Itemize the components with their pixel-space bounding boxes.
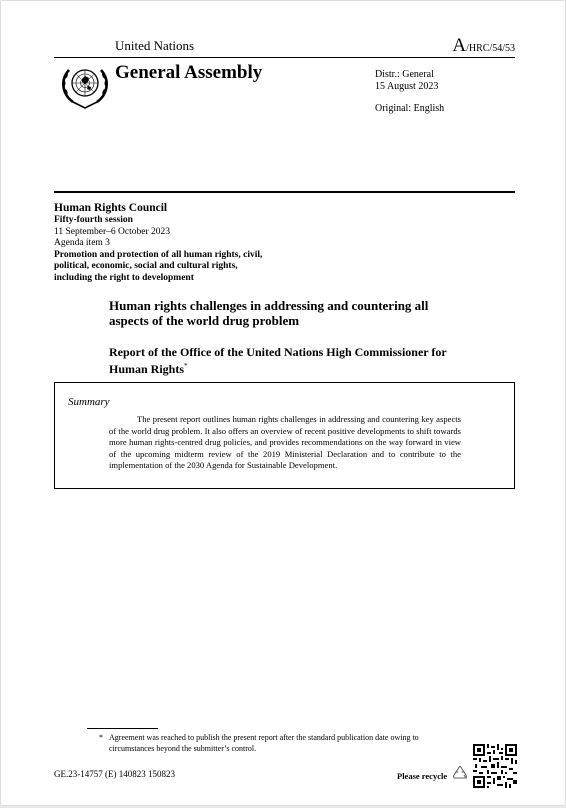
recycle-icon (451, 764, 469, 782)
agenda-title-line-2: political, economic, social and cultural rights, (54, 261, 238, 271)
distribution-label: Distr.: General (375, 69, 434, 80)
un-emblem-icon (57, 62, 113, 110)
summary-heading: Summary (68, 396, 110, 408)
footnote (99, 732, 459, 754)
summary-text: The present report outlines human rights challenges in addressing and countering key aspects of the world drug problem. It also offers an overview of recent positive developments to shift towards more human rights-centred drug policies, and provides recommendations on the way forward in view of the upcoming midterm review of the 2019 Ministerial Declaration and to contribute to the implementation of the 2030 Agenda for Sustainable Development. (109, 414, 461, 470)
document-symbol (452, 35, 515, 57)
footnote-marker: * (99, 733, 103, 742)
session-dates: 11 September–6 October 2023 (54, 226, 170, 237)
session-block (54, 201, 262, 284)
recycle-label: Please recycle (397, 771, 448, 781)
footnote-reference[interactable]: * (184, 362, 188, 370)
qr-code-icon (473, 744, 517, 788)
job-number: GE.23-14757 (E) 140823 150823 (54, 769, 175, 779)
footnote-text: Agreement was reached to publish the present report after the standard publication date owing to circumstances beyond the submitter’s control. (109, 733, 419, 753)
agenda-title-line-3: including the right to development (54, 272, 194, 283)
original-language: Original: English (375, 103, 445, 114)
report-title (109, 298, 469, 328)
session-name: Fifty-fourth session (54, 215, 133, 225)
distribution-block (375, 69, 444, 115)
symbol-letter: A (452, 35, 467, 56)
header-divider (54, 191, 515, 193)
agenda-title-line-1: Promotion and protection of all human rights, civil, (54, 249, 263, 260)
report-subtitle-line-1: Report of the Office of the United Nations High Commissioner for (109, 345, 447, 359)
agenda-item: Agenda item 3 (54, 238, 110, 248)
report-subtitle (109, 345, 469, 376)
issue-date: 15 August 2023 (375, 81, 439, 92)
footnote-rule (87, 728, 158, 729)
report-title-line-2: aspects of the world drug problem (109, 313, 300, 328)
council-name: Human Rights Council (54, 202, 168, 214)
document-page (1, 1, 565, 805)
summary-box (54, 382, 515, 489)
assembly-title: General Assembly (115, 62, 263, 83)
subtitle-text: Human Rights (109, 362, 185, 376)
report-subtitle-line-2 (109, 359, 469, 376)
header-rule (54, 57, 515, 58)
symbol-number: /HRC/54/53 (466, 43, 515, 54)
report-title-line-1: Human rights challenges in addressing and countering all (109, 298, 429, 313)
organization-label: United Nations (115, 38, 195, 53)
